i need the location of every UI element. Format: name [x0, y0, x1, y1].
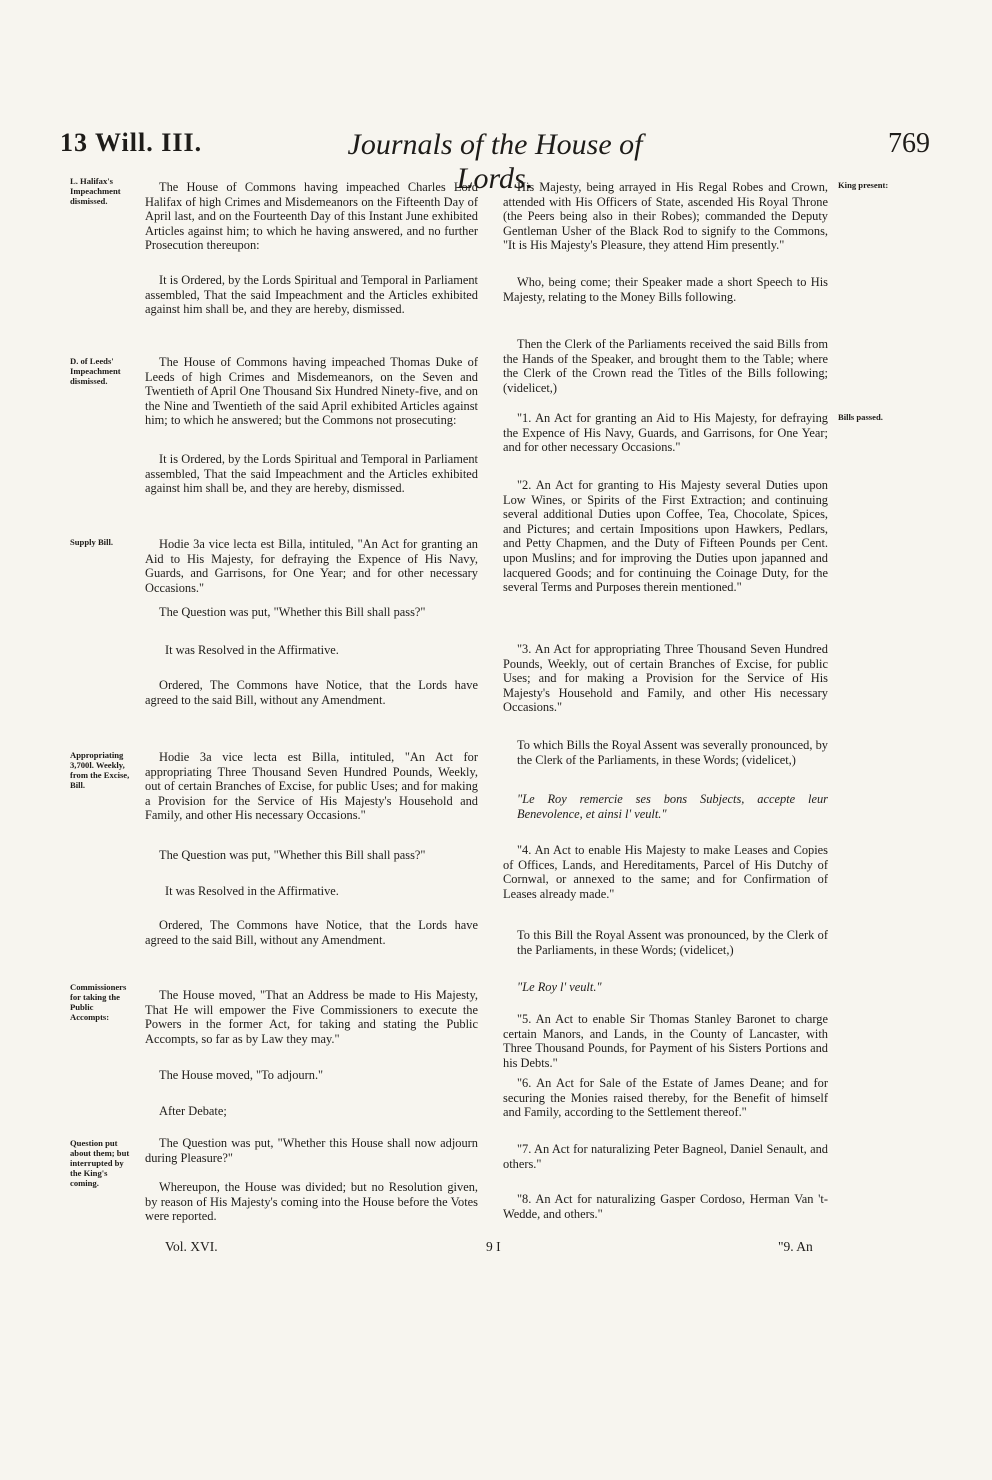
royal-assent-formula: "Le Roy remercie ses bons Subjects, accepte leur Benevolence, et ainsi l' veult.": [517, 792, 828, 821]
paragraph: "3. An Act for appropriating Three Thousand Seven Hundred Pounds, Weekly, out of certain Branches of Excise, for public Uses; and for making a Provision for the Service of His Majesty's Household and Family, and other His necessary Occasions.": [503, 642, 828, 715]
paragraph: "7. An Act for naturalizing Peter Bagneol, Daniel Senault, and others.": [503, 1142, 828, 1171]
royal-assent-formula: "Le Roy l' veult.": [517, 980, 602, 994]
paragraph: His Majesty, being arrayed in His Regal Robes and Crown, attended with His Officers of State, ascended His Royal Throne (the Peers being also in their Robes); commanded the Deputy Gentleman Usher of the Black Rod to signify to the Commons, "It is His Majesty's Pleasure, they attend Him presently.": [503, 180, 828, 253]
paragraph: "4. An Act to enable His Majesty to make Leases and Copies of Offices, Lands, and Hereditaments, Parcel of His Dutchy of Cornwal, or annexed to the same; and for Confirmation of Leases already made.": [503, 843, 828, 901]
signature-mark: 9 I: [486, 1239, 501, 1254]
paragraph: "1. An Act for granting an Aid to His Majesty, for defraying the Expence of His Navy, Guards, and Garrisons, for One Year; and for other necessary Occasions.": [503, 411, 828, 455]
paragraph: To which Bills the Royal Assent was severally pronounced, by the Clerk of the Parliaments, in these Words; (videlicet,): [517, 738, 828, 767]
margin-note-appropriating: Appropriating 3,700l. Weekly, from the Excise, Bill.: [70, 750, 130, 790]
paragraph: To this Bill the Royal Assent was pronounced, by the Clerk of the Parliaments, in these Words; (videlicet,): [517, 928, 828, 957]
paragraph: Hodie 3a vice lecta est Billa, intituled, "An Act for granting an Aid to His Majesty, for defraying the Expence of His Navy, Guards, and Garrisons, for One Year; and for other necessary Occasions.": [145, 537, 478, 595]
paragraph: It is Ordered, by the Lords Spiritual and Temporal in Parliament assembled, That the said Impeachment and the Articles exhibited against him shall be, and they are hereby, dismissed.: [145, 452, 478, 496]
paragraph: The House of Commons having impeached Charles Lord Halifax of high Crimes and Misdemeanors on the Fifteenth Day of April last, and on the Fourteenth Day of this Instant June exhibited Articles against him; to which he having answered, and no further Prosecution thereupon:: [145, 180, 478, 253]
paragraph: The House moved, "To adjourn.": [159, 1068, 324, 1082]
paragraph: Who, being come; their Speaker made a short Speech to His Majesty, relating to the Money Bills following.: [503, 275, 828, 304]
paragraph: The Question was put, "Whether this House shall now adjourn during Pleasure?": [145, 1136, 478, 1165]
paragraph: The House moved, "That an Address be made to His Majesty, That He will empower the Five Commissioners to execute the Powers in the former Act, for taking and stating the Public Accompts, so far as by Law they may.": [145, 988, 478, 1046]
paragraph: Ordered, The Commons have Notice, that the Lords have agreed to the said Bill, without any Amendment.: [145, 678, 478, 707]
paragraph: "8. An Act for naturalizing Gasper Cordoso, Herman Van 't-Wedde, and others.": [503, 1192, 828, 1221]
margin-note-king-present: King present:: [838, 180, 889, 190]
margin-note-supply: Supply Bill.: [70, 537, 113, 547]
margin-note-question: Question put about them; but interrupted by the King's coming.: [70, 1138, 130, 1188]
page-number: 769: [888, 128, 930, 159]
paragraph: The House of Commons having impeached Thomas Duke of Leeds of high Crimes and Misdemeanors, on the Seven and Twentieth of April One Thousand Six Hundred Ninety-five, and on the Nine and Twentieth of the said April exhibited Articles against him; to which he answered; but the Commons not prosecuting:: [145, 355, 478, 428]
margin-note-commissioners: Commissioners for taking the Public Accompts:: [70, 982, 127, 1022]
page-footer: [0, 1239, 992, 1269]
paragraph: "5. An Act to enable Sir Thomas Stanley Baronet to charge certain Manors, and Lands, in the County of Lancaster, with Three Thousand Pounds, for Payment of his Sisters Portions and his Debts.": [503, 1012, 828, 1070]
margin-note-leeds: D. of Leeds' Impeachment dismissed.: [70, 356, 121, 386]
paragraph: "2. An Act for granting to His Majesty several Duties upon Low Wines, or Spirits of the First Extraction; and continuing several additional Duties upon Coffee, Tea, Chocolate, Spices, and Pictures; and certain Impositions upon Hawkers, Pedlars, and Petty Chapmen, and the Duty of Fifteen Pounds per Cent. upon Muslins; and for improving the Duties upon japanned and lacquered Goods; and for continuing the Coinage Duty, for the several Terms and Purposes therein mentioned.": [503, 478, 828, 595]
paragraph: The Question was put, "Whether this Bill shall pass?": [159, 848, 426, 862]
paragraph: The Question was put, "Whether this Bill shall pass?": [159, 605, 426, 619]
paragraph: It was Resolved in the Affirmative.: [165, 884, 339, 898]
margin-note-halifax: L. Halifax's Impeachment dismissed.: [70, 176, 121, 206]
paragraph: Then the Clerk of the Parliaments received the said Bills from the Hands of the Speaker, and brought them to the Table; where the Clerk of the Crown read the Titles of the Bills following; (videlicet,): [503, 337, 828, 395]
paragraph: Ordered, The Commons have Notice, that the Lords have agreed to the said Bill, without any Amendment.: [145, 918, 478, 947]
catchword: "9. An: [778, 1239, 813, 1254]
paragraph: "6. An Act for Sale of the Estate of James Deane; and for securing the Monies raised thereby, for the Benefit of himself and Family, according to the Settlement thereof.": [503, 1076, 828, 1120]
margin-note-bills-passed: Bills passed.: [838, 412, 883, 422]
journal-title: Journals of the House of Lords.: [347, 128, 643, 195]
paragraph: Whereupon, the House was divided; but no Resolution given, by reason of His Majesty's coming into the House before the Votes were reported.: [145, 1180, 478, 1224]
paragraph: It is Ordered, by the Lords Spiritual and Temporal in Parliament assembled, That the said Impeachment and the Articles exhibited against him shall be, and they are hereby, dismissed.: [145, 273, 478, 317]
paragraph: It was Resolved in the Affirmative.: [165, 643, 339, 657]
volume-number: Vol. XVI.: [165, 1239, 218, 1254]
paragraph: After Debate;: [159, 1104, 227, 1118]
regnal-year: 13 Will. III.: [60, 128, 203, 157]
paragraph: Hodie 3a vice lecta est Billa, intituled, "An Act for appropriating Three Thousand Seven Hundred Pounds, Weekly, out of certain Branches of Excise, for public Uses; and for making a Provision for the Service of His Majesty's Household and Family, and other His necessary Occasions.": [145, 750, 478, 823]
